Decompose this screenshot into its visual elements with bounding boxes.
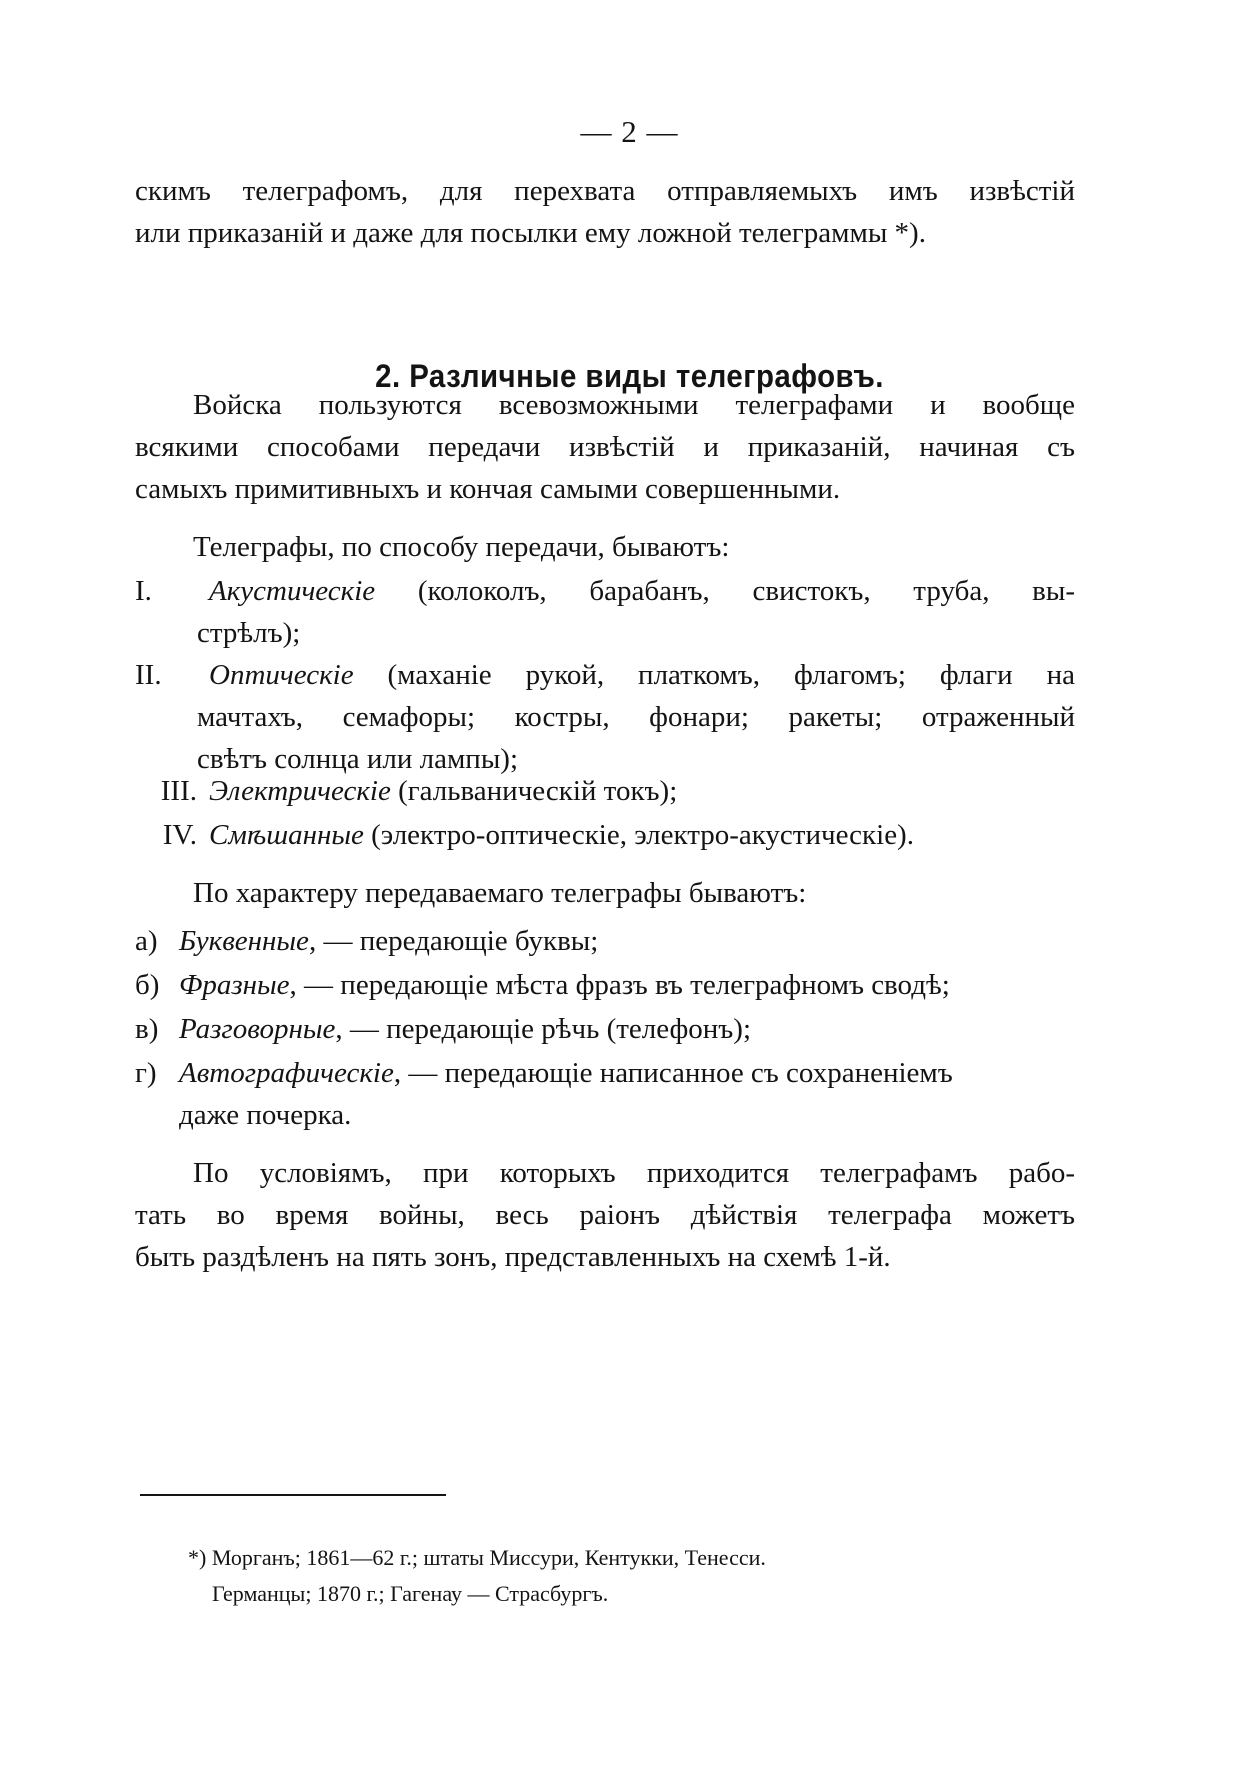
text-line: По характеру передаваемаго телеграфы бываютъ:: [193, 877, 807, 909]
description: (маханіе рукой, платкомъ, флагомъ; флаги на: [353, 659, 1075, 691]
paragraph-1: [135, 384, 1075, 510]
term: Смѣшанные: [209, 819, 364, 851]
list-item: [135, 920, 1075, 962]
intro-paragraph: [135, 170, 1075, 254]
list-item: [135, 1052, 1075, 1136]
section-heading: 2. Различные виды телеграфовъ.: [375, 358, 884, 394]
paragraph-3: [135, 872, 1075, 914]
text-line: Телеграфы, по способу передачи, бываютъ:: [193, 531, 730, 563]
list-letter: в): [135, 1013, 159, 1045]
description-continued: стрѣлъ);: [197, 617, 301, 649]
description: , — передающіе мѣста фразъ въ телеграфномъ сводѣ;: [289, 969, 950, 1001]
list-item: [135, 964, 1075, 1006]
description: , — передающіе написанное съ сохраненіемъ: [393, 1057, 953, 1089]
term: Автографическіе: [179, 1057, 394, 1089]
list-letter: б): [135, 969, 160, 1001]
term: Электрическіе: [209, 775, 391, 807]
list-letter: а): [135, 925, 158, 957]
list-item: [135, 1008, 1075, 1050]
footnote-line: *) Морганъ; 1861—62 г.; штаты Миссури, Кентукки, Тенесси.: [188, 1545, 766, 1570]
text-line: самыхъ примитивныхъ и кончая самыми совершенными.: [135, 473, 841, 505]
description: , — передающіе рѣчь (телефонъ);: [335, 1013, 752, 1045]
description-continued: свѣтъ солнца или лампы);: [197, 743, 519, 775]
term: Оптическіе: [209, 659, 354, 691]
term: Акустическіе: [209, 575, 376, 607]
description-continued: даже почерка.: [179, 1099, 352, 1131]
description: (колоколъ, барабанъ, свистокъ, труба, вы-: [375, 575, 1075, 607]
text-line: Войска пользуются всевозможными телеграфами и вообще: [193, 389, 1075, 421]
text-line: или приказаній и даже для посылки ему ложной телеграммы *).: [135, 217, 926, 249]
list-item: [135, 570, 1075, 654]
text-line: тать во время войны, весь раіонъ дѣйствія телеграфа можетъ: [135, 1199, 1075, 1231]
footnote-rule: [140, 1494, 446, 1496]
list-number: III.: [160, 775, 197, 807]
text-line: быть раздѣленъ на пять зонъ, представленныхъ на схемѣ 1-й.: [135, 1241, 891, 1273]
term: Фразные: [179, 969, 290, 1001]
description: (электро-оптическіе, электро-акустическіе).: [363, 819, 914, 851]
footnote-line: Германцы; 1870 г.; Гагенау — Страсбургъ.: [212, 1581, 609, 1606]
text-line: скимъ телеграфомъ, для перехвата отправляемыхъ имъ извѣстій: [135, 175, 1075, 207]
list-item: [135, 770, 1075, 812]
list-number: IV.: [162, 819, 197, 851]
term: Разговорные: [179, 1013, 336, 1045]
list-number: II.: [135, 659, 162, 691]
paragraph-2: [135, 526, 1075, 568]
list-item: [135, 814, 1075, 856]
description-continued: мачтахъ, семафоры; костры, фонари; ракеты; отраженный: [197, 701, 1075, 733]
list-number: I.: [135, 575, 152, 607]
text-line: всякими способами передачи извѣстій и приказаній, начиная съ: [135, 431, 1075, 463]
description: (гальваническій токъ);: [390, 775, 678, 807]
description: , — передающіе буквы;: [308, 925, 599, 957]
term: Буквенные: [179, 925, 309, 957]
list-item: [135, 654, 1075, 780]
page-number: — 2 —: [580, 114, 679, 149]
list-letter: г): [135, 1057, 157, 1089]
text-line: По условіямъ, при которыхъ приходится телеграфамъ рабо-: [193, 1157, 1075, 1189]
paragraph-4: [135, 1152, 1075, 1278]
